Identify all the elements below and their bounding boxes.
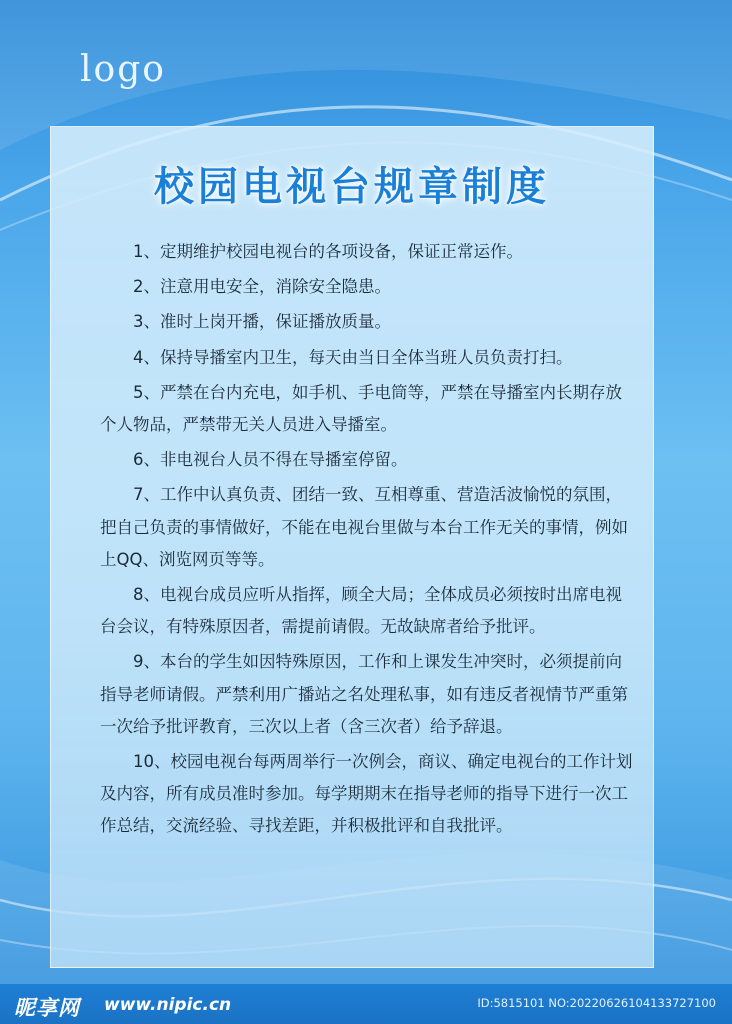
rule-item-1: 1、定期维护校园电视台的各项设备，保证正常运作。 — [133, 242, 523, 261]
rules-list — [100, 236, 634, 846]
rule-item-4: 4、保持导播室内卫生，每天由当日全体当班人员负责打扫。 — [133, 347, 573, 367]
logo-placeholder: logo — [80, 49, 166, 90]
watermark-brand: 昵享网 — [14, 996, 80, 1020]
rule-item-2: 2、注意用电安全，消除安全隐患。 — [133, 277, 391, 297]
rule-item-10: 10、校园电视台每两周举行一次例会，商议、确定电视台的工作计划及内容，所有成员准时参加。每学期期末在指导老师的指导下进行一次工作总结，交流经验、寻找差距，并积极批评和自我批评。 — [100, 752, 633, 836]
rule-item-3: 3、准时上岗开播，保证播放质量。 — [133, 312, 391, 332]
rule-item-7: 7、工作中认真负责、团结一致、互相尊重、营造活波愉悦的氛围，把自己负责的事情做好，不能在电视台里做与本台工作无关的事情，例如上QQ、浏览网页等等。 — [100, 485, 628, 569]
image-id-text: ID:5815101 NO:20220626104133727100 — [477, 996, 716, 1010]
rule-item-6: 6、非电视台人员不得在导播室停留。 — [133, 450, 408, 470]
rule-item-5: 5、严禁在台内充电，如手机、手电筒等，严禁在导播室内长期存放个人物品，严禁带无关人员进入导播室。 — [100, 382, 622, 435]
rule-item-8: 8、电视台成员应听从指挥，顾全大局；全体成员必须按时出席电视台会议，有特殊原因者，需提前请假。无故缺席者给予批评。 — [100, 585, 622, 637]
page-title: 校园电视台规章制度 — [154, 164, 550, 210]
watermark-url: www.nipic.cn — [104, 995, 232, 1015]
rule-item-9: 9、本台的学生如因特殊原因，工作和上课发生冲突时，必须提前向指导老师请假。严禁利用广播站之名处理私事，如有违反者视情节严重第一次给予批评教育，三次以上者（含三次者）给予辞退。 — [100, 652, 628, 736]
